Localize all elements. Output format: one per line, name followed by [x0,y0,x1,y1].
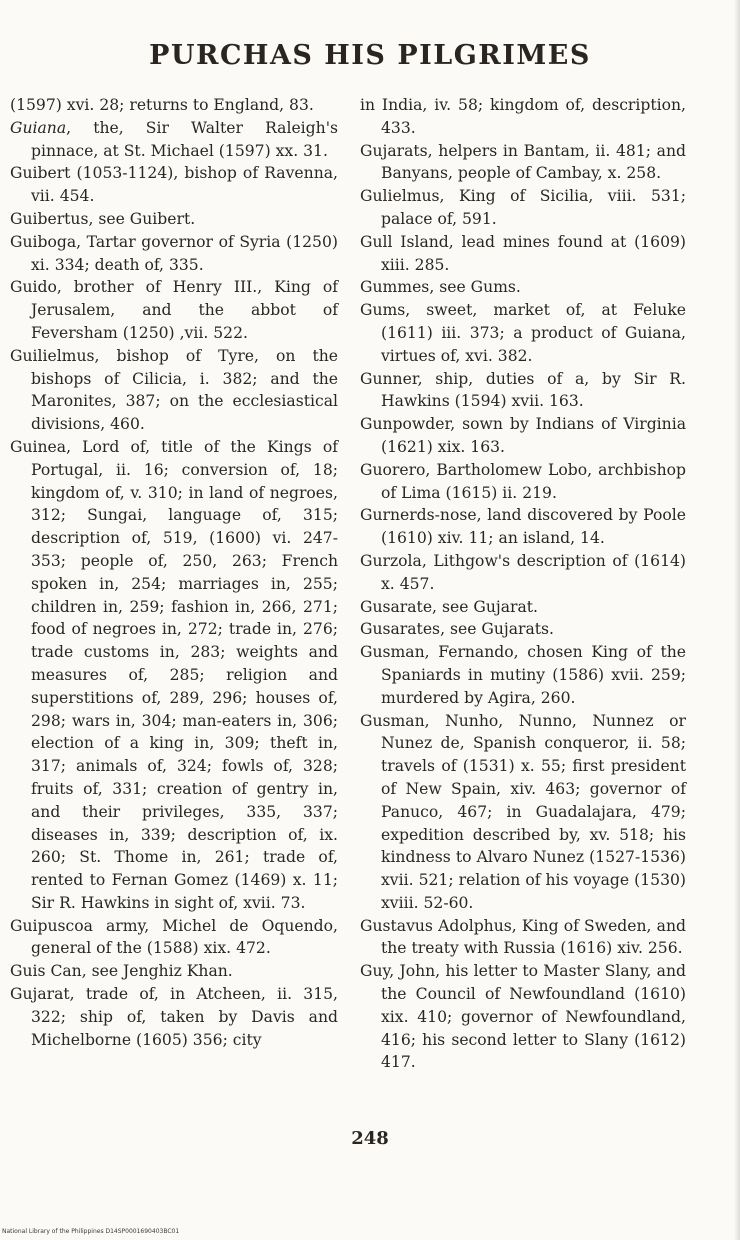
index-entry-text: , John, his letter to Master Slany, and the Council of Newfoundland (1610) xix. 410; governor of Newfoundland, 416; his second letter to Slany (1612) 417. [381,962,686,1072]
index-entry-heading: Gurzola [360,551,422,570]
index-entry [10,915,338,961]
index-entry [10,276,338,344]
index-entry-heading: Gusarate [360,597,433,616]
index-entry [360,641,686,709]
index-entry [360,550,686,596]
index-entry [360,231,686,277]
index-entry [10,231,338,277]
index-entry-heading: Guibert [10,164,71,183]
index-entry-text: , lead mines found at (1609) xiii. 285. [381,232,686,274]
index-entry-text: , Nunho, Nunno, Nunnez or Nunez de, Spanish conqueror, ii. 58; travels of (1531) x. 55; first president of New Spain, xiv. 463; governor of Panuco, 467; in Guadalajara, 479; expedition described by, xv. 518; his kindness to Alvaro Nunez (1527-1536) xvii. 521; relation of his voyage (1530) xviii. 52-60. [381,711,686,912]
index-entry-heading: Gunner [360,369,418,388]
index-entry-heading: Guilielmus [10,346,95,365]
page-number: 248 [351,1128,389,1149]
index-entry [360,596,686,619]
index-entry [360,618,686,641]
index-entry [360,413,686,459]
index-entry [360,185,686,231]
index-entry-heading: Gujarats [360,141,428,160]
index-entry-text: , see Jenghiz Khan. [81,962,233,981]
index-entry [360,960,686,1074]
index-entry-heading: Gummes [360,278,430,297]
index-entry [360,710,686,915]
index-entry-text: army, Michel de Oquendo, general of the (1588) xix. 472. [31,916,338,958]
index-entry [360,459,686,505]
index-entry [360,94,686,140]
index-entry-heading: Gusman [360,711,425,730]
index-entry-heading: Gums [360,301,406,320]
index-entry-text: , King of Sicilia, viii. 531; palace of, 591. [381,187,686,228]
index-entry-heading: Guibertus [10,209,89,228]
index-column-right [360,94,686,1074]
index-entry [10,345,338,436]
index-entry [360,140,686,186]
index-entry-text: , sweet, market of, at Feluke (1611) iii. 373; a product of Guiana, virtues of, xvi. 382. [381,301,686,365]
scan-footer: National Library of the Philippines D14SP0001690403BC01 [2,1228,180,1235]
index-entry-text: , Fernando, chosen King of the Spaniards in mutiny (1586) xvii. 259; murdered by Agira, 260. [381,643,686,707]
index-entry [10,436,338,915]
index-entry [360,368,686,414]
page-edge-shadow [734,0,740,1240]
index-entry [360,299,686,367]
index-entry-text: , Tartar governor of Syria (1250) xi. 334; death of, 335. [31,232,338,274]
index-entry-heading: Gustavus Adolphus [360,916,512,935]
page-title: PURCHAS HIS PILGRIMES [149,40,591,71]
index-entry-heading: Guinea [10,437,67,456]
index-entry-text: , ship, duties of a, by Sir R. Hawkins (1594) xvii. 163. [381,369,686,411]
index-entry-heading: Guipuscoa [10,916,93,935]
index-entry-heading: Guiboga [10,232,77,251]
index-entry [360,504,686,550]
index-entry-text: , King of Sweden, and the treaty with Russia (1616) xiv. 256. [381,916,686,958]
index-column-left [10,94,338,1051]
index-entry-text: , see Gums. [429,278,521,297]
index-entry-text: , sown by Indians of Virginia (1621) xix. 163. [381,415,686,456]
index-entry-text: , see Gujarats. [440,620,555,639]
index-entry-heading: Gunpowder [360,415,451,434]
index-entry-text: , the, Sir Walter Raleigh's pinnace, at St. Michael (1597) xx. 31. [31,118,338,160]
index-entry-heading: Gujarat [10,985,70,1004]
index-entry [10,94,338,117]
index-entry-heading: Guido [10,278,57,297]
index-entry-heading: Gull Island [360,232,449,251]
index-entry-text: , trade of, in Atcheen, ii. 315, 322; ship of, taken by Davis and Michelborne (1605) 356; city [31,985,338,1049]
index-entry-heading: Guiana [10,118,67,137]
index-entry-heading: Gulielmus [360,187,440,206]
index-entry-text: , bishop of Tyre, on the bishops of Cilicia, i. 382; and the Maronites, 387; on the ecclesiastical divisions, 460. [31,346,338,434]
index-entry [360,276,686,299]
index-entry [10,162,338,208]
index-entry-text: , brother of Henry III., King of Jerusalem, and the abbot of Feversham (1250) ,vii. 522. [31,278,338,342]
index-entry-heading: Gusman [360,643,425,662]
index-entry-text: , helpers in Bantam, ii. 481; and Banyans, people of Cambay, x. 258. [381,141,686,183]
index-entry-heading: Guis Can [10,962,82,981]
index-entry [10,117,338,163]
index-entry-text: , land discovered by Poole (1610) xiv. 11; an island, 14. [381,506,686,548]
index-entry [10,983,338,1051]
index-entry-heading: Guorero [360,460,426,479]
index-entry [10,960,338,983]
index-entry-text: , Lithgow's description of (1614) x. 457. [381,551,686,593]
index-entry-heading: Gurnerds-nose [360,506,477,525]
index-entry-text: , see Guibert. [88,209,196,228]
index-entry-text: (1053-1124), bishop of Ravenna, vii. 454. [31,164,338,206]
index-entry-text: , Bartholomew Lobo, archbishop of Lima (1615) ii. 219. [381,460,686,502]
index-entry-heading: Guy [360,962,390,981]
index-entry [10,208,338,231]
index-entry-text: in India, iv. 58; kingdom of, description, 433. [360,96,686,137]
index-entry-heading: Gusarates [360,620,441,639]
index-entry-text: (1597) xvi. 28; returns to England, 83. [10,96,314,114]
index-entry-text: , Lord of, title of the Kings of Portugal, ii. 16; conversion of, 18; kingdom of, v. 310; in land of negroes, 312; Sungai, language of, 315; description of, 519, (1600) vi. 247-353; people of, 250, 263; French spoken in, 254; marriages in, 255; children in, 259; fashion in, 266, 271; food of negroes in, 272; trade in, 276; trade customs in, 283; weights and measures of, 285; religion and superstitions of, 289, 296; houses of, 298; wars in, 304; man-eaters in, 306; election of a king in, 309; theft in, 317; animals of, 324; fowls of, 328; fruits of, 331; creation of gentry in, and their privileges, 335, 337; diseases in, 339; description of, ix. 260; St. Thome in, 261; trade of, rented to Fernan Gomez (1469) x. 11; Sir R. Hawkins in sight of, xvii. 73. [31,437,338,912]
index-entry [360,915,686,961]
index-entry-text: , see Gujarat. [432,597,538,616]
